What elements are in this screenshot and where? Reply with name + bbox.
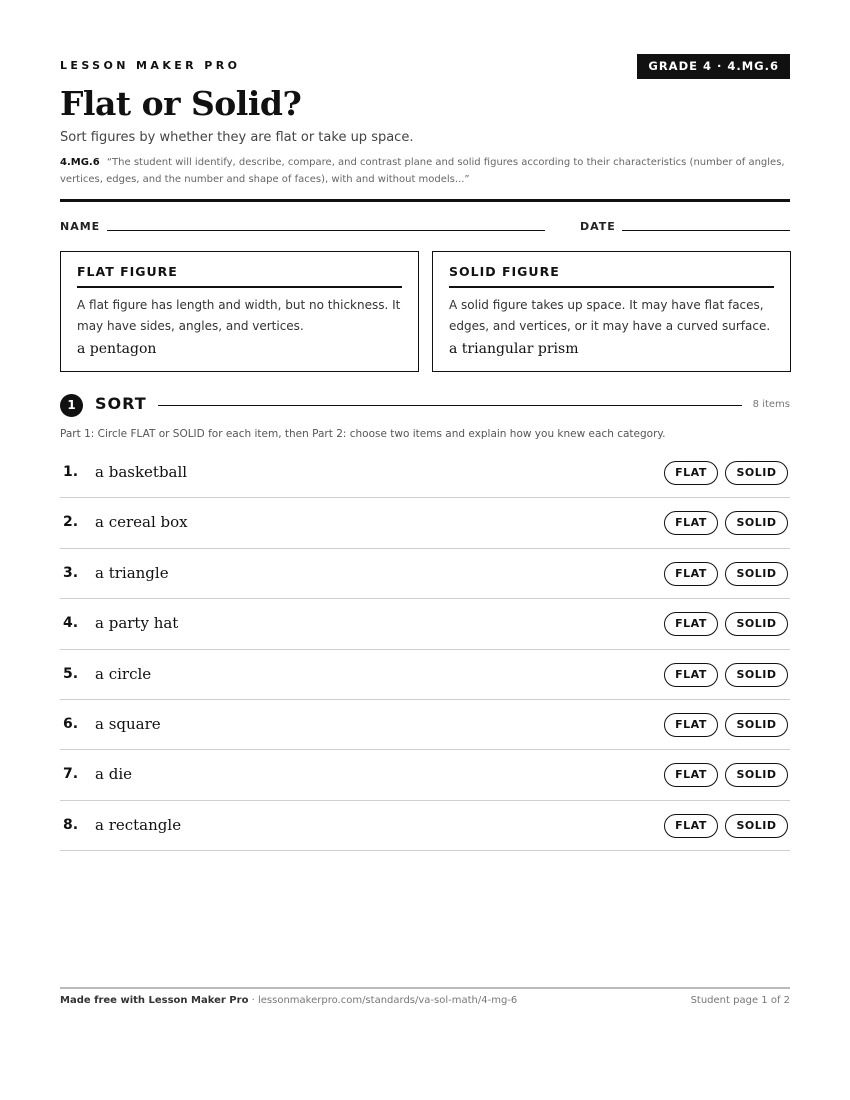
solid-choice-button[interactable]: SOLID	[725, 814, 788, 838]
definition-card-solid	[432, 251, 791, 372]
definition-body: A flat figure has length and width, but no thickness. It may have sides, angles, and vertices.	[77, 298, 401, 333]
item-number: 7.	[63, 766, 79, 783]
footer-made-with: Made free with Lesson Maker Pro	[60, 995, 249, 1006]
flat-choice-button[interactable]: FLAT	[664, 763, 718, 787]
page-title: Flat or Solid?	[60, 84, 302, 123]
list-item	[60, 448, 790, 498]
date-field[interactable]	[622, 230, 790, 231]
definition-card-flat	[60, 251, 419, 372]
item-text: a rectangle	[95, 815, 182, 834]
standard-text	[60, 154, 790, 188]
definition-title: FLAT FIGURE	[77, 264, 402, 288]
item-number: 6.	[63, 715, 79, 732]
item-number: 3.	[63, 564, 79, 581]
footer-divider	[60, 987, 790, 989]
solid-choice-button[interactable]: SOLID	[725, 713, 788, 737]
list-item	[60, 750, 790, 800]
solid-choice-button[interactable]: SOLID	[725, 763, 788, 787]
flat-choice-button[interactable]: FLAT	[664, 562, 718, 586]
instructions: Part 1: Circle FLAT or SOLID for each item, then Part 2: choose two items and explain how you knew each category.	[60, 428, 666, 440]
solid-choice-button[interactable]: SOLID	[725, 562, 788, 586]
worksheet-page	[60, 0, 790, 1100]
page-subtitle: Sort figures by whether they are flat or take up space.	[60, 130, 414, 145]
list-item	[60, 700, 790, 750]
standard-code: 4.MG.6	[60, 157, 100, 168]
standard-description: “The student will identify, describe, compare, and contrast plane and solid figures according to their characteristics (number of angles, vertices, edges, and the number and shape of faces), with and without models...”	[60, 157, 785, 185]
solid-choice-button[interactable]: SOLID	[725, 461, 788, 485]
definition-title: SOLID FIGURE	[449, 264, 774, 288]
item-number: 8.	[63, 816, 79, 833]
list-item	[60, 498, 790, 548]
item-number: 1.	[63, 464, 79, 480]
solid-choice-button[interactable]: SOLID	[725, 612, 788, 636]
flat-choice-button[interactable]: FLAT	[664, 461, 718, 485]
date-label: DATE	[580, 220, 616, 233]
header-bar	[60, 54, 790, 80]
item-count: 8 items	[752, 399, 790, 410]
item-text: a cereal box	[95, 513, 188, 532]
list-item	[60, 801, 790, 851]
item-text: a triangle	[95, 563, 169, 582]
solid-choice-button[interactable]: SOLID	[725, 663, 788, 687]
item-text: a basketball	[95, 463, 188, 481]
name-field[interactable]	[107, 230, 545, 231]
section-header	[60, 394, 790, 416]
name-date-row	[60, 219, 790, 235]
item-list	[60, 448, 790, 851]
item-number: 5.	[63, 665, 79, 682]
footer	[60, 995, 790, 1006]
header-divider	[60, 199, 790, 202]
footer-url: · lessonmakerpro.com/standards/va-sol-math/4-mg-6	[248, 995, 518, 1006]
item-text: a square	[95, 714, 161, 733]
flat-choice-button[interactable]: FLAT	[664, 713, 718, 737]
flat-choice-button[interactable]: FLAT	[664, 663, 718, 687]
solid-choice-button[interactable]: SOLID	[725, 511, 788, 535]
flat-choice-button[interactable]: FLAT	[664, 511, 718, 535]
definition-example: a triangular prism	[449, 341, 579, 357]
item-text: a party hat	[95, 614, 179, 633]
name-label: NAME	[60, 220, 101, 233]
definition-body: A solid figure takes up space. It may have flat faces, edges, and vertices, or it may have a curved surface.	[449, 298, 771, 333]
flat-choice-button[interactable]: FLAT	[664, 612, 718, 636]
page-count: Student page 1 of 2	[690, 995, 790, 1006]
item-number: 2.	[63, 514, 79, 531]
brand-name: LESSON MAKER PRO	[60, 59, 241, 72]
item-number: 4.	[63, 615, 79, 632]
list-item	[60, 549, 790, 599]
list-item	[60, 650, 790, 700]
grade-badge: GRADE 4 · 4.MG.6	[637, 54, 790, 79]
item-text: a die	[95, 765, 132, 784]
flat-choice-button[interactable]: FLAT	[664, 814, 718, 838]
section-number-badge: 1	[60, 394, 83, 417]
item-text: a circle	[95, 664, 152, 683]
definition-example: a pentagon	[77, 341, 157, 357]
section-divider	[158, 405, 742, 406]
section-title: SORT	[95, 394, 147, 413]
list-item	[60, 599, 790, 649]
